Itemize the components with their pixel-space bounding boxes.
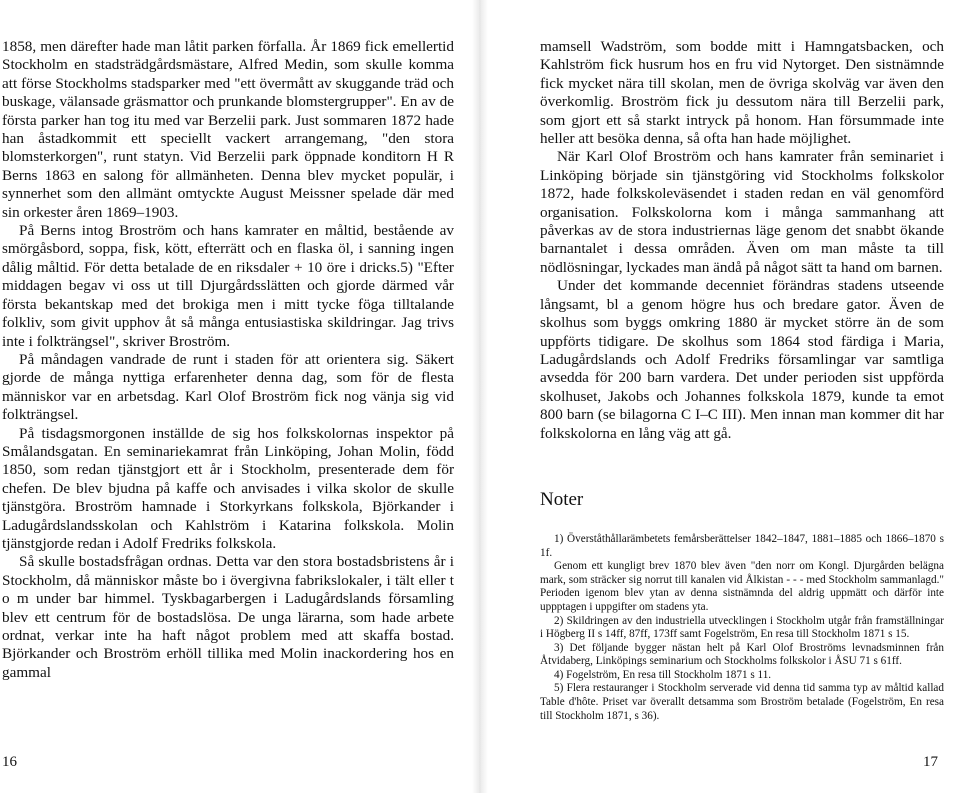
right-paragraph-1: mamsell Wadström, som bodde mitt i Hamngatsbacken, och Kahlström fick husrum hos en fru vid Nytorget. Den sistnämnde fick mycket nära till skolan, men de övriga skolväg var även den överkomlig. Broström fick ju dessutom nära till Berzelii park, som gjort ett så starkt intryck på honom. Han försummade inte heller att besöka denna, så ofta han hade möjlighet. bbox=[540, 38, 944, 148]
left-page-text-column bbox=[2, 38, 454, 682]
right-paragraph-2: När Karl Olof Broström och hans kamrater från seminariet i Linköping började sin tjänstgöring vid Stockholms folkskolor 1872, hade folkskoleväsendet i staden redan en väl genomförd organisation. Folkskolorna kom i många sammanhang att påverkas av de stora industriernas läge genom det snabbt ökande barnantalet i dessa områden. Även om man måste ta till nödlösningar, lyckades man ändå på något sätt ta hand om barnen. bbox=[540, 148, 944, 276]
note-1-continued: Genom ett kungligt brev 1870 blev även "den norr om Kongl. Djurgården belägna mark, som sträcker sig norrut till kanalen vid Ålkistan - - - med Stockholm sammanlagd." Perioden igenom blev ytan av denna sistnämnda del aldrig uppmätt och därför inte uppptagen i uppgifter om stadens yta. bbox=[540, 560, 944, 613]
right-page-text-column bbox=[540, 38, 944, 723]
left-page-number: 16 bbox=[2, 754, 17, 770]
left-paragraph-3: På måndagen vandrade de runt i staden för att orientera sig. Säkert gjorde de många nyttiga erfarenheter denna dag, som för de flesta människor var en arbetsdag. Karl Olof Broström fick nog vänja sig vid folkträngsel. bbox=[2, 350, 454, 424]
left-paragraph-1: 1858, men därefter hade man låtit parken förfalla. År 1869 fick emellertid Stockholm en stadsträdgårdsmästare, Alfred Medin, som skulle komma att förse Stockholms stadsparker med "ett övermått av skuggande träd och buskage, välansade gräsmattor och prunkande blomstergrupper". En av de första parker han tog itu med var Berzelii park. Just sommaren 1872 hade han åstadkommit ett speciellt vackert arrangemang, "den stora blomsterkorgen", runt statyn. Vid Berzelii park öppnade konditorn H R Berns 1863 en salong för allmänheten. Denna blev mycket populär, i synnerhet som den allmänt omtyckte August Meissner spelade där med sin orkester åren 1869–1903. bbox=[2, 38, 454, 221]
notes-list bbox=[540, 533, 944, 723]
left-page bbox=[0, 0, 476, 793]
right-page bbox=[484, 0, 960, 793]
note-1: 1) Överståthållarämbetets femårsberättelser 1842–1847, 1881–1885 och 1866–1870 s 1f. bbox=[540, 532, 944, 559]
left-paragraph-5: Så skulle bostadsfrågan ordnas. Detta var den stora bostadsbristens år i Stockholm, då människor måste bo i övergivna fabrikslokaler, i tält eller t o m under bar himmel. Tyskbagarbergen i Ladugårdslands församling blev ett centrum för de bostadslösa. De unga lärarna, som hade arbete ordnat, verkar inte ha haft något problem med att skaffa bostad. Björkander och Broström erhöll tillika med Molin inackordering hos en gammal bbox=[2, 553, 454, 681]
right-paragraph-3: Under det kommande decenniet förändras stadens utseende långsamt, bl a genom högre hus och bredare gator. Även de skolhus som byggs omkring 1880 är mycket större än de som uppförts tidigare. De skolhus som 1864 stod färdiga i Maria, Ladugårdslands och Adolf Fredriks församlingar var samtliga avsedda för 200 barn vardera. Det under perioden sist uppförda skolhuset, Jakobs och Johannes folkskola 1879, kunde ta emot 800 barn (se bilagorna C I–C III). Men innan man kommer dit har folkskolorna en lång väg att gå. bbox=[540, 277, 944, 442]
note-5: 5) Flera restauranger i Stockholm serverade vid denna tid samma typ av måltid kallad Table d'hôte. Priset var överallt detsamma som Broström betalade (Fogelström, En resa till Stockholm 1871, s 36). bbox=[540, 682, 944, 722]
notes-heading: Noter bbox=[540, 488, 584, 510]
left-paragraph-2: På Berns intog Broström och hans kamrater en måltid, bestående av smörgåsbord, soppa, fisk, kött, efterrätt och en flaska öl, i sanning ingen dålig måltid. För detta betalade de en riksdaler + 10 öre i dricks.5) "Efter middagen begav vi oss ut till Djurgårdsslätten och gjorde därmed vår första bekantskap med det brokiga men i mitt tycke föga tilltalande folkliv, som givit upphov åt så många entusiastiska skildringar. Jag trivs inte i folkträngsel", skriver Broström. bbox=[2, 222, 454, 350]
note-4: 4) Fogelström, En resa till Stockholm 1871 s 11. bbox=[554, 668, 772, 681]
right-page-number: 17 bbox=[923, 754, 938, 770]
note-3: 3) Det följande bygger nästan helt på Karl Olof Broströms levnadsminnen från Åtvidaberg, Linköpings seminarium och Stockholms folkskolor i ÅSU 71 s 61ff. bbox=[540, 641, 944, 668]
left-paragraph-4: På tisdagsmorgonen inställde de sig hos folkskolornas inspektor på Smålandsgatan. En seminariekamrat från Linköping, Johan Molin, född 1850, som redan tjänstgjort ett år i Stockholm, presenterade dem för chefen. De blev bjudna på kaffe och anvisades i vilka skolor de skulle tjänstgöra. Broström hamnade i Storkyrkans folkskola, Björkander i Ladugårdslandsskolan och Kahlström i Katarina folkskola. Molin tjänstgjorde redan i Adolf Fredriks folkskola. bbox=[2, 424, 454, 552]
note-2: 2) Skildringen av den industriella utvecklingen i Stockholm utgår från framställningar i Högberg II s 14ff, 87ff, 173ff samt Fogelström, En resa till Stockholm 1871 s 15. bbox=[540, 614, 944, 641]
